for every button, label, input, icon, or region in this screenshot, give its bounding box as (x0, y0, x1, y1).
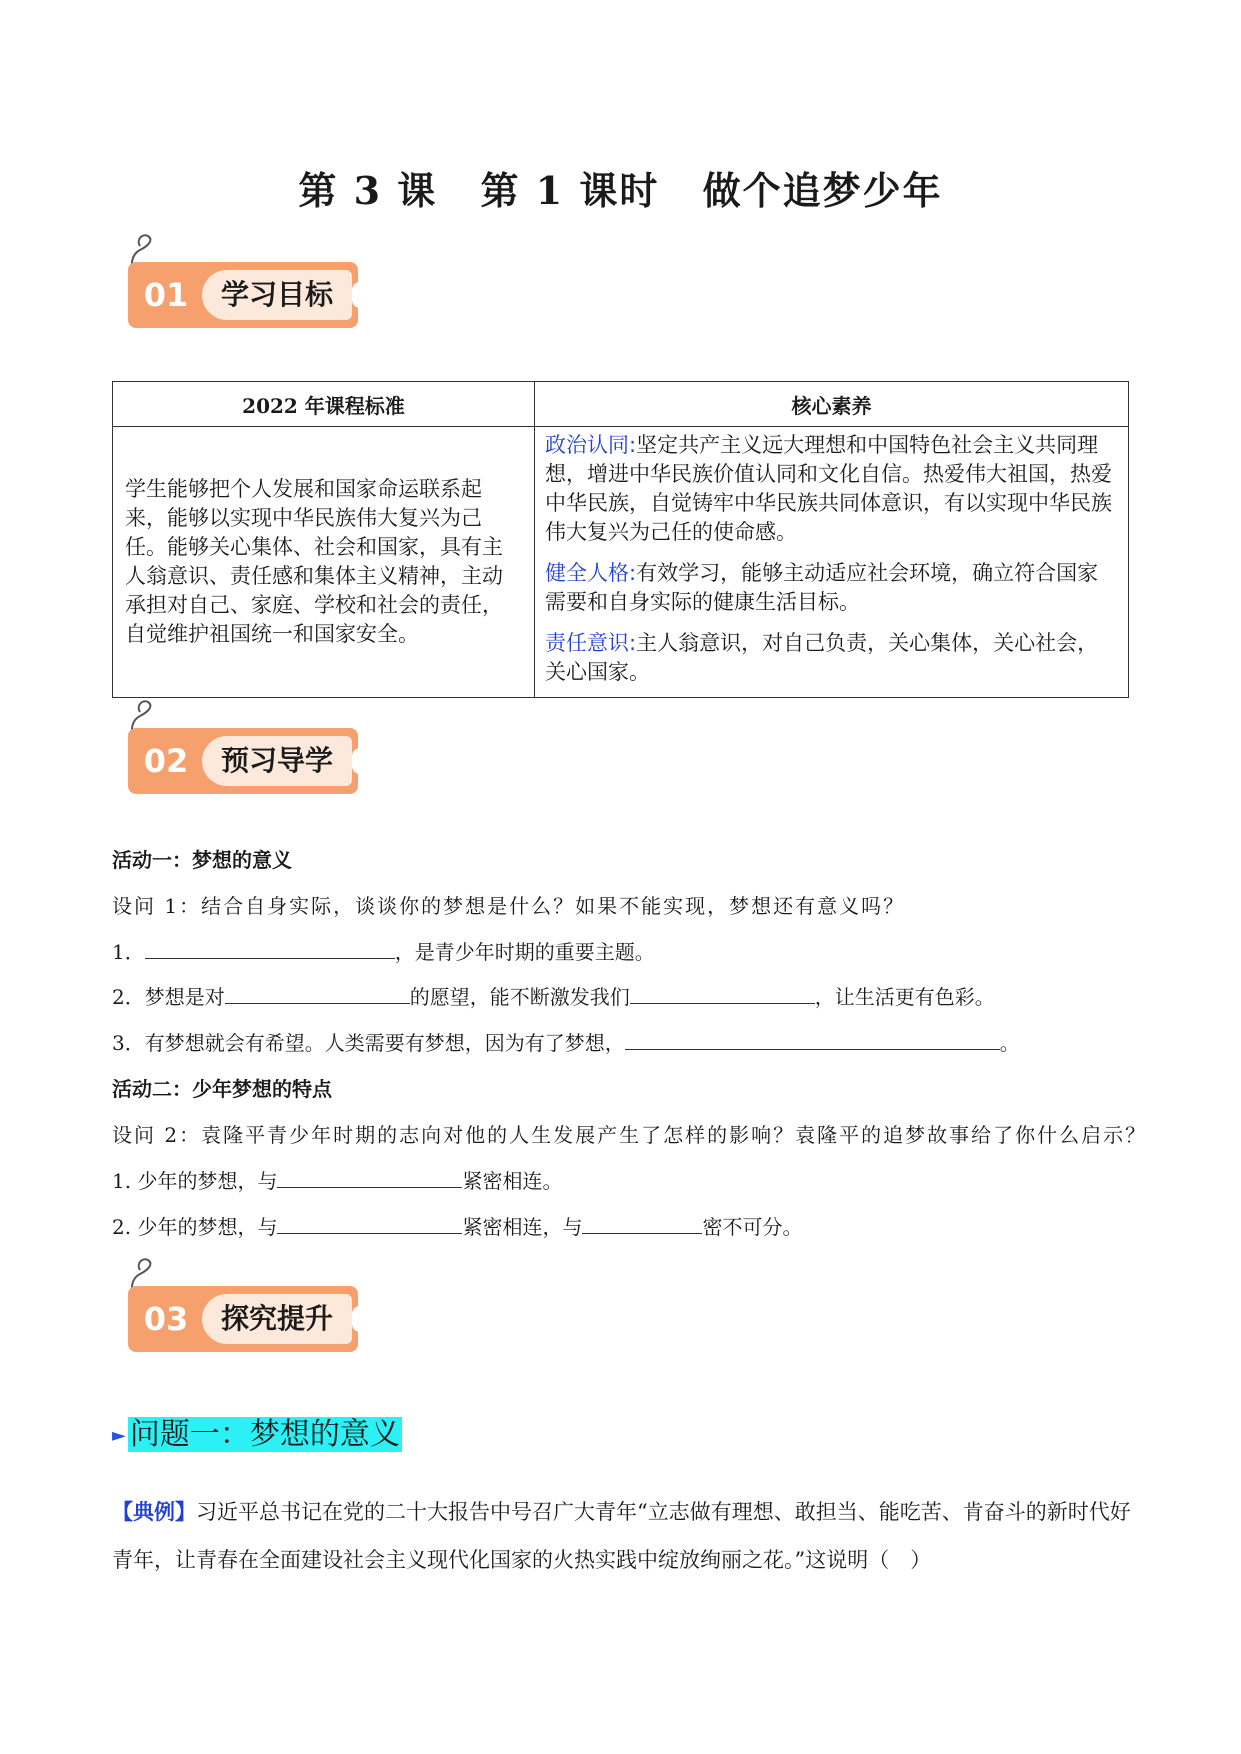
lesson-period: 第 1 课时 (480, 168, 660, 213)
fill-blank[interactable] (625, 1029, 1000, 1050)
curriculum-table (112, 381, 1129, 698)
standard-text: 学生能够把个人发展和国家命运联系起来，能够以实现中华民族伟大复兴为己任。能够关心集体、社会和国家，具有主人翁意识、责任感和集体主义精神，主动承担对自己、家庭、学校和社会的责任，自觉维护祖国统一和国家安全。 (113, 427, 535, 698)
literacy-key: 责任意识: (545, 631, 637, 655)
literacy-item: 政治认同:坚定共产主义远大理想和中国特色社会主义共同理想，增进中华民族价值认同和文化自信。热爱伟大祖国，热爱中华民族，自觉铸牢中华民族共同体意识，有以实现中华民族伟大复兴为己任的使命感。 (545, 433, 1112, 544)
activity2-heading: 活动二：少年梦想的特点 (112, 1077, 332, 1101)
badge-number: 03 (143, 1300, 189, 1338)
activity2-question: 设问 2：袁隆平青少年时期的志向对他的人生发展产生了怎样的影响？袁隆平的追梦故事给了你什么启示？ (112, 1123, 1148, 1147)
badge-number: 01 (143, 276, 189, 314)
triangle-right-icon: ► (112, 1424, 126, 1446)
activity1-line2: 2．梦想是对 的愿望，能不断激发我们 ，让生活更有色彩。 (112, 985, 995, 1009)
activity2-line2: 2. 少年的梦想，与 紧密相连，与 密不可分。 (112, 1215, 803, 1239)
literacy-item: 健全人格:有效学习，能够主动适应社会环境，确立符合国家需要和自身实际的健康生活目标。 (545, 561, 1099, 614)
literacy-key: 健全人格: (545, 561, 637, 585)
fill-blank[interactable] (225, 983, 410, 1004)
page-title (0, 160, 1241, 215)
example-text: 习近平总书记在党的二十大报告中号召广大青年“立志做有理想、敢担当、能吃苦、肯奋斗的新时代好青年，让青春在全面建设社会主义现代化国家的火热实践中绽放绚丽之花。”这说明（ ） (112, 1500, 1131, 1572)
badge-number: 02 (143, 742, 189, 780)
section-badge-preview (128, 728, 364, 796)
fill-blank[interactable] (277, 1213, 462, 1234)
example-paragraph (112, 1488, 1132, 1584)
badge-label: 预习导学 (202, 736, 352, 786)
fill-blank[interactable] (277, 1167, 462, 1188)
literacy-item: 责任意识:主人翁意识，对自己负责，关心集体，关心社会，关心国家。 (545, 631, 1099, 684)
section-badge-learning-goals (128, 262, 364, 330)
table-header-literacy: 核心素养 (535, 382, 1129, 427)
fill-blank[interactable] (145, 938, 395, 959)
problem1-heading: ► 问题一：梦想的意义 (112, 1417, 400, 1452)
lesson-name: 做个追梦少年 (702, 168, 943, 213)
badge-label: 探究提升 (202, 1294, 352, 1344)
table-header-standard: 2022 年课程标准 (113, 382, 535, 427)
fill-blank[interactable] (630, 983, 815, 1004)
section-badge-explore (128, 1286, 364, 1354)
example-tag: 【典例】 (112, 1499, 196, 1524)
activity1-question: 设问 1：结合自身实际，谈谈你的梦想是什么？如果不能实现，梦想还有意义吗？ (112, 894, 906, 918)
lesson-number: 第 3 课 (298, 168, 438, 213)
activity1-heading: 活动一：梦想的意义 (112, 848, 292, 872)
badge-label: 学习目标 (202, 270, 352, 320)
literacy-list (535, 427, 1129, 698)
activity2-line1: 1. 少年的梦想，与 紧密相连。 (112, 1169, 563, 1193)
activity1-line1: 1． ，是青少年时期的重要主题。 (112, 940, 655, 964)
fill-blank[interactable] (582, 1213, 702, 1234)
activity1-line3: 3．有梦想就会有希望。人类需要有梦想，因为有了梦想， 。 (112, 1031, 1020, 1055)
literacy-key: 政治认同: (545, 433, 637, 457)
